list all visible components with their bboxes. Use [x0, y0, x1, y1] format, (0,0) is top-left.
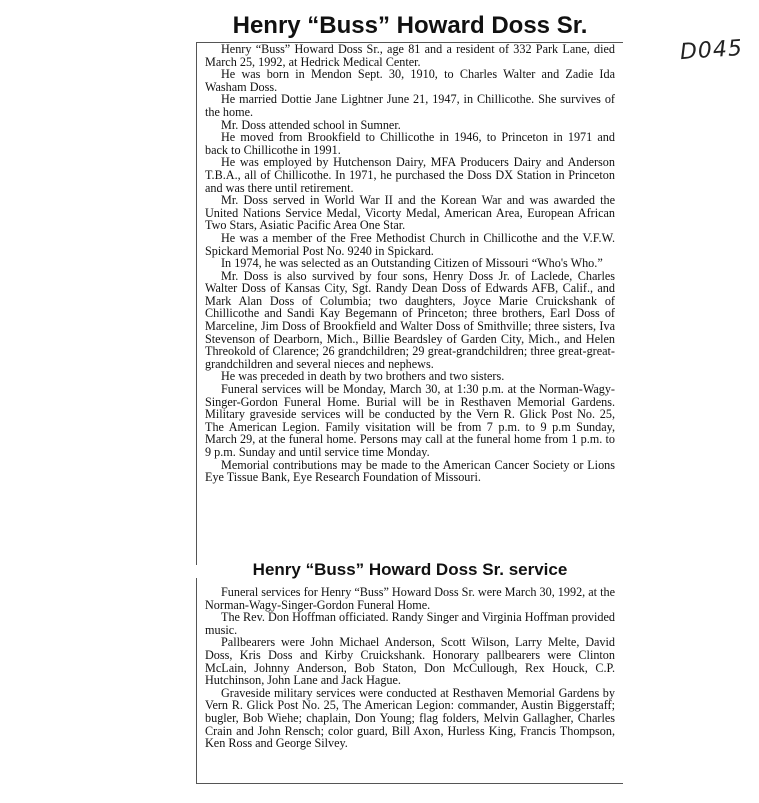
obituary-paragraph: Mr. Doss attended school in Sumner.: [221, 117, 401, 132]
service-paragraph: Funeral services for Henry “Buss” Howard Doss Sr. were March 30, 1992, at the Norman-Wagy-Singer-Gordon Funeral Home.: [205, 585, 615, 612]
service-paragraph: The Rev. Don Hoffman officiated. Randy Singer and Virginia Hoffman provided music.: [205, 610, 615, 637]
service-paragraph: Graveside military services were conducted at Resthaven Memorial Gardens by Vern R. Glick Post No. 25, The American Legion: commander, Austin Biggerstaff; bugler, Bob Wiehe; chaplain, Don Young; flag folders, Melvin Gallagher, Charles Crain and John Rensch; color guard, Bill Axon, Hurless King, Francis Thompson, Ken Ross and George Silvey.: [205, 685, 615, 751]
service-paragraph: Pallbearers were John Michael Anderson, Scott Wilson, Larry Melte, David Doss, Kris Doss and Kirby Cruickshank. Honorary pallbearers were Clinton McLain, Johnny Anderson, Bob Staton, Don McCullough, Rex Houck, C.P. Hutchinson, John Lane and Jack Hague.: [205, 635, 615, 688]
obituary-paragraph: Henry “Buss” Howard Doss Sr., age 81 and a resident of 332 Park Lane, died March 25, 1992, at Hedrick Medical Center.: [205, 42, 615, 69]
obituary-paragraph: Funeral services will be Monday, March 30, at 1:30 p.m. at the Norman-Wagy-Singer-Gordon Funeral Home. Burial will be in Resthaven Memorial Gardens. Military graveside services will be conducted by the Vern R. Glick Post No. 25, The American Legion. Family visitation will be from 7 p.m. to 9 p.m Sunday, March 29, at the funeral home. Persons may call at the funeral home from 1 p.m. to 9 p.m. Sunday and until service time Monday.: [205, 382, 615, 459]
service-headline: Henry “Buss” Howard Doss Sr. service: [252, 560, 568, 579]
obituary-paragraph: He moved from Brookfield to Chillicothe in 1946, to Princeton in 1971 and back to Chillicothe in 1991.: [205, 130, 615, 157]
obituary-paragraph: Mr. Doss served in World War II and the Korean War and was awarded the United Nations Service Medal, Vicorty Medal, American Area, European African Two Stars, Asiatic Pacific Area One Star.: [205, 193, 615, 233]
obituary-headline: Henry “Buss” Howard Doss Sr.: [232, 12, 588, 39]
obituary-paragraph: He was born in Mendon Sept. 30, 1910, to Charles Walter and Zadie Ida Washam Doss.: [205, 67, 615, 94]
obituary-paragraph: In 1974, he was selected as an Outstanding Citizen of Missouri “Who's Who.”: [221, 256, 603, 271]
obituary-paragraph: He was a member of the Free Methodist Church in Chillicothe and the V.F.W. Spickard Memorial Post No. 9240 in Spickard.: [205, 230, 615, 258]
handwritten-code: D045: [679, 35, 744, 66]
service-body: [205, 586, 615, 750]
obituary-paragraph: Memorial contributions may be made to the American Cancer Society or Lions Eye Tissue Bank, Eye Research Foundation of Missouri.: [205, 457, 615, 485]
obituary-paragraph: He was employed by Hutchenson Dairy, MFA Producers Dairy and Anderson T.B.A., all of Chillicothe. In 1971, he purchased the Doss DX Station in Princeton and was there until retirement.: [205, 155, 615, 195]
obituary-paragraph: Mr. Doss is also survived by four sons, Henry Doss Jr. of Laclede, Charles Walter Doss of Kansas City, Sgt. Randy Dean Doss of Edwards AFB, Calif., and Mark Alan Doss of Columbia; two daughters, Joyce Marie Cruickshank of Chillicothe and Sandi Kay Begemann of Princeton; three brothers, Earl Doss of Marceline, Jim Doss of Brookfield and Walter Doss of Smithville; three sisters, Iva Stevenson of Dearborn, Mich., Billie Beardsley of Garden City, Mich., and Helen Threokold of Clarence; 26 grandchildren; 29 great-grandchildren; three great-great-grandchildren and several nieces and nephews.: [205, 268, 615, 371]
obituary-paragraph: He married Dottie Jane Lightner June 21, 1947, in Chillicothe. She survives of the home.: [205, 92, 615, 119]
obituary-body: [205, 43, 615, 484]
obituary-paragraph: He was preceded in death by two brothers and two sisters.: [221, 369, 505, 384]
